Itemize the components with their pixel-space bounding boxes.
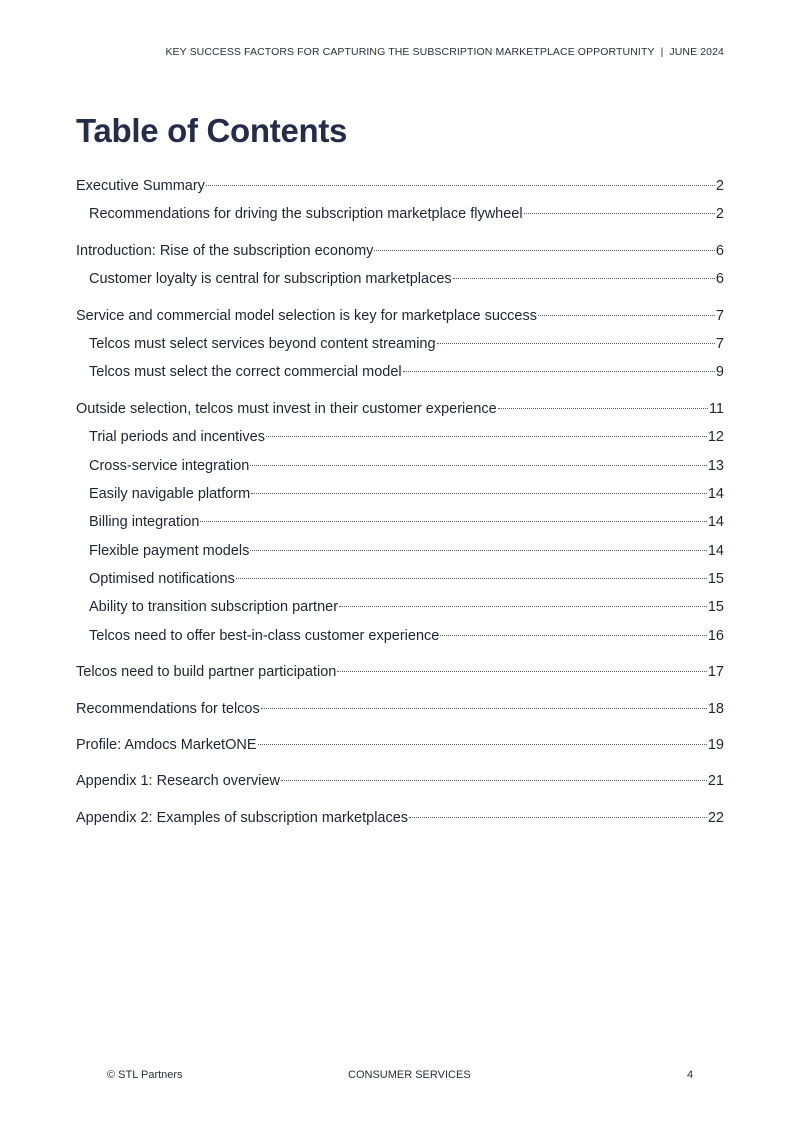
- toc-entry-label: Executive Summary: [76, 178, 205, 194]
- page-footer: [0, 1069, 800, 1085]
- toc-dot-leader: [261, 708, 707, 709]
- toc-subentry[interactable]: [76, 200, 724, 228]
- toc-dot-leader: [206, 185, 715, 186]
- toc-dot-leader: [250, 550, 706, 551]
- toc-entry-label: Introduction: Rise of the subscription economy: [76, 242, 374, 259]
- toc-page-number: 7: [715, 307, 724, 324]
- toc-entry-label: Easily navigable platform: [89, 485, 251, 502]
- toc-subentry[interactable]: [76, 265, 724, 293]
- toc-subentry[interactable]: [76, 593, 724, 621]
- toc-page-number: 15: [707, 571, 724, 588]
- toc-dot-leader: [258, 744, 707, 745]
- toc-subentry[interactable]: [76, 508, 724, 536]
- toc-entry-label: Ability to transition subscription partner: [89, 599, 339, 616]
- toc-subentry[interactable]: [76, 565, 724, 593]
- toc-dot-leader: [281, 780, 707, 781]
- toc-entry-label: Cross-service integration: [89, 457, 250, 474]
- page-title: Table of Contents: [76, 112, 348, 149]
- toc-subentry[interactable]: [76, 537, 724, 565]
- page-header: [165, 46, 724, 58]
- table-of-contents: [76, 172, 724, 832]
- report-date: JUNE 2024: [669, 46, 724, 58]
- toc-entry-label: Profile: Amdocs MarketONE: [76, 737, 257, 754]
- toc-page-number: 9: [715, 364, 724, 381]
- toc-entry-label: Telcos need to build partner participation: [76, 664, 337, 681]
- toc-page-number: 22: [707, 809, 724, 826]
- toc-page-number: 14: [707, 485, 724, 502]
- toc-dot-leader: [440, 635, 707, 636]
- header-separator: |: [660, 46, 664, 58]
- toc-page-number: 2: [715, 206, 724, 223]
- toc-page-number: 13: [707, 457, 724, 474]
- toc-entry-label: Flexible payment models: [89, 542, 250, 559]
- toc-dot-leader: [200, 521, 706, 522]
- toc-dot-leader: [339, 606, 707, 607]
- toc-dot-leader: [453, 278, 715, 279]
- toc-entry[interactable]: [76, 731, 724, 759]
- toc-subentry[interactable]: [76, 622, 724, 650]
- toc-entry-label: Recommendations for driving the subscription marketplace flywheel: [89, 206, 523, 223]
- toc-subentry[interactable]: [76, 330, 724, 358]
- toc-dot-leader: [266, 436, 707, 437]
- toc-dot-leader: [374, 250, 715, 251]
- toc-page-number: 18: [707, 700, 724, 717]
- toc-page-number: 6: [715, 242, 724, 259]
- toc-entry[interactable]: [76, 767, 724, 795]
- toc-dot-leader: [236, 578, 707, 579]
- toc-subentry[interactable]: [76, 423, 724, 451]
- footer-copyright: © STL Partners: [107, 1069, 183, 1081]
- toc-entry-label: Appendix 2: Examples of subscription marketplaces: [76, 809, 409, 826]
- toc-page-number: 17: [707, 664, 724, 681]
- footer-section: CONSUMER SERVICES: [348, 1069, 471, 1081]
- toc-dot-leader: [251, 493, 707, 494]
- toc-dot-leader: [437, 343, 715, 344]
- toc-entry-label: Appendix 1: Research overview: [76, 773, 280, 790]
- toc-entry-label: Telcos must select services beyond content streaming: [89, 335, 436, 352]
- toc-page-number: 19: [707, 737, 724, 754]
- toc-entry-label: Telcos must select the correct commercial model: [89, 364, 402, 381]
- toc-entry[interactable]: [76, 658, 724, 686]
- toc-entry-label: Optimised notifications: [89, 571, 235, 588]
- toc-entry[interactable]: [76, 172, 724, 200]
- toc-page-number: 14: [707, 514, 724, 531]
- toc-entry-label: Recommendations for telcos: [76, 700, 260, 717]
- toc-dot-leader: [409, 817, 707, 818]
- toc-dot-leader: [498, 408, 708, 409]
- toc-subentry[interactable]: [76, 358, 724, 386]
- report-title: KEY SUCCESS FACTORS FOR CAPTURING THE SUBSCRIPTION MARKETPLACE OPPORTUNITY: [165, 46, 655, 58]
- toc-entry[interactable]: [76, 237, 724, 265]
- toc-dot-leader: [403, 371, 715, 372]
- toc-entry-label: Customer loyalty is central for subscription marketplaces: [89, 271, 452, 288]
- toc-entry[interactable]: [76, 695, 724, 723]
- toc-page-number: 7: [715, 335, 724, 352]
- toc-page-number: 6: [715, 271, 724, 288]
- toc-page-number: 11: [708, 400, 724, 417]
- toc-dot-leader: [538, 315, 715, 316]
- toc-page-number: 12: [707, 429, 724, 446]
- toc-page-number: 2: [715, 178, 724, 194]
- toc-page-number: 21: [707, 773, 724, 790]
- toc-entry-label: Outside selection, telcos must invest in their customer experience: [76, 400, 497, 417]
- toc-subentry[interactable]: [76, 452, 724, 480]
- toc-page-number: 16: [707, 627, 724, 644]
- toc-page-number: 15: [707, 599, 724, 616]
- toc-entry[interactable]: [76, 302, 724, 330]
- toc-entry-label: Billing integration: [89, 514, 200, 531]
- toc-entry-label: Service and commercial model selection is key for marketplace success: [76, 307, 537, 324]
- toc-entry[interactable]: [76, 395, 724, 423]
- footer-page-number: 4: [687, 1069, 694, 1081]
- toc-dot-leader: [250, 465, 706, 466]
- toc-page-number: 14: [707, 542, 724, 559]
- toc-entry[interactable]: [76, 804, 724, 832]
- toc-subentry[interactable]: [76, 480, 724, 508]
- toc-entry-label: Trial periods and incentives: [89, 429, 265, 446]
- toc-dot-leader: [337, 671, 707, 672]
- toc-dot-leader: [524, 213, 715, 214]
- toc-entry-label: Telcos need to offer best-in-class customer experience: [89, 627, 440, 644]
